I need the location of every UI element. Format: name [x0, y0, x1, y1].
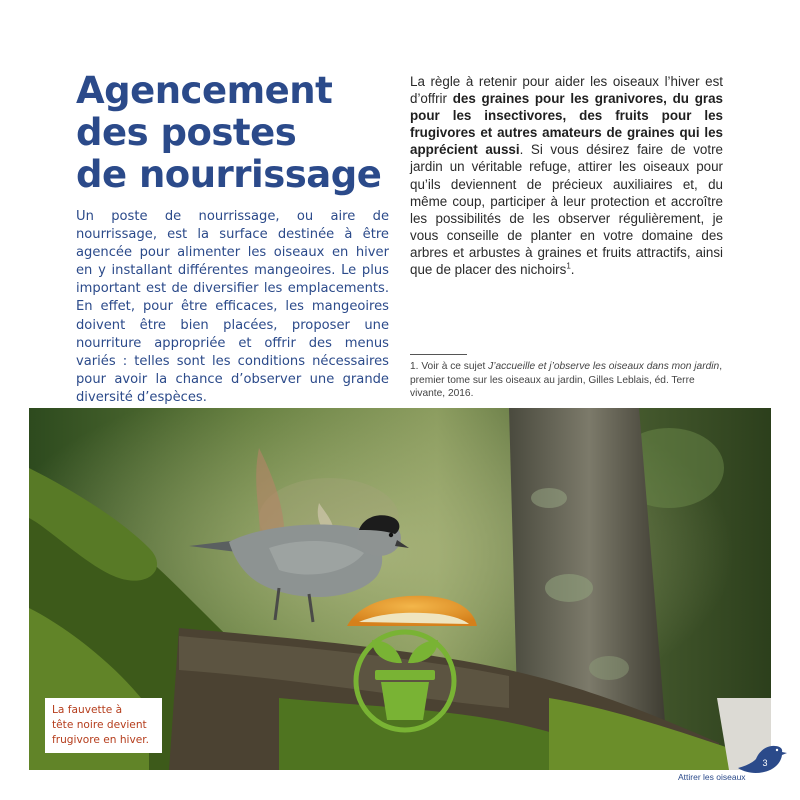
- caption-line: frugivore en hiver.: [52, 734, 150, 746]
- page-number: 3: [762, 758, 768, 768]
- body-paragraph: [410, 73, 723, 278]
- title-line: de nourrissage: [76, 153, 382, 196]
- footnote-text: , premier tome sur les oiseaux au jardin, Gilles Leblais, éd. Terre vivante, 2016.: [410, 361, 723, 399]
- footnote-reference[interactable]: 1: [566, 261, 571, 271]
- caption-line: La fauvette à: [52, 704, 123, 716]
- title-line: des postes: [76, 111, 297, 154]
- footnote-text: 1. Voir à ce sujet: [410, 361, 489, 372]
- footer-section-label: Attirer les oiseaux: [678, 772, 746, 782]
- body-text-part: . Si vous désirez faire de votre jardin un véritable refuge, attirer les oiseaux pour qu’ils deviennent de précieux auxiliaires et, du même coup, participer à leur protection et accroître les possibilités de les observer régulièrement, je vous conseille de planter en votre domaine des arbres et arbustes à graines et fruits attractifs, ainsi que de placer des nichoirs: [410, 142, 723, 278]
- body-text-part: .: [570, 262, 575, 278]
- body-text-part: La règle à retenir pour aider les oiseaux l’hiver est d’offrir: [410, 74, 723, 107]
- footnote: [410, 360, 728, 401]
- intro-paragraph: Un poste de nourrissage, ou aire de nourrissage, est la surface destinée à être agencée pour alimenter les oiseaux en hiver en y installant différentes mangeoires. Le plus important est de diversifier les emplacements. En effet, pour être efficaces, les mangeoires doivent être bien placées, proposer une nourriture appropriée et offrir des menus variés : telles sont les conditions nécessaires pour avoir la chance d’observer une grande diversité d’espèces.: [76, 209, 389, 405]
- caption-line: tête noire devient: [52, 719, 147, 731]
- page-title: [76, 70, 396, 196]
- title-line: Agencement: [76, 69, 333, 112]
- footnote-rule: [410, 354, 467, 355]
- footnote-book-title: J’accueille et j’observe les oiseaux dans mon jardin: [488, 361, 720, 372]
- photo-caption: [45, 698, 162, 753]
- body-bold-text: des graines pour les granivores, du gras pour les insectivores, des fruits pour les frugivores et autres amateurs de graines qui les apprécient aussi: [410, 91, 723, 158]
